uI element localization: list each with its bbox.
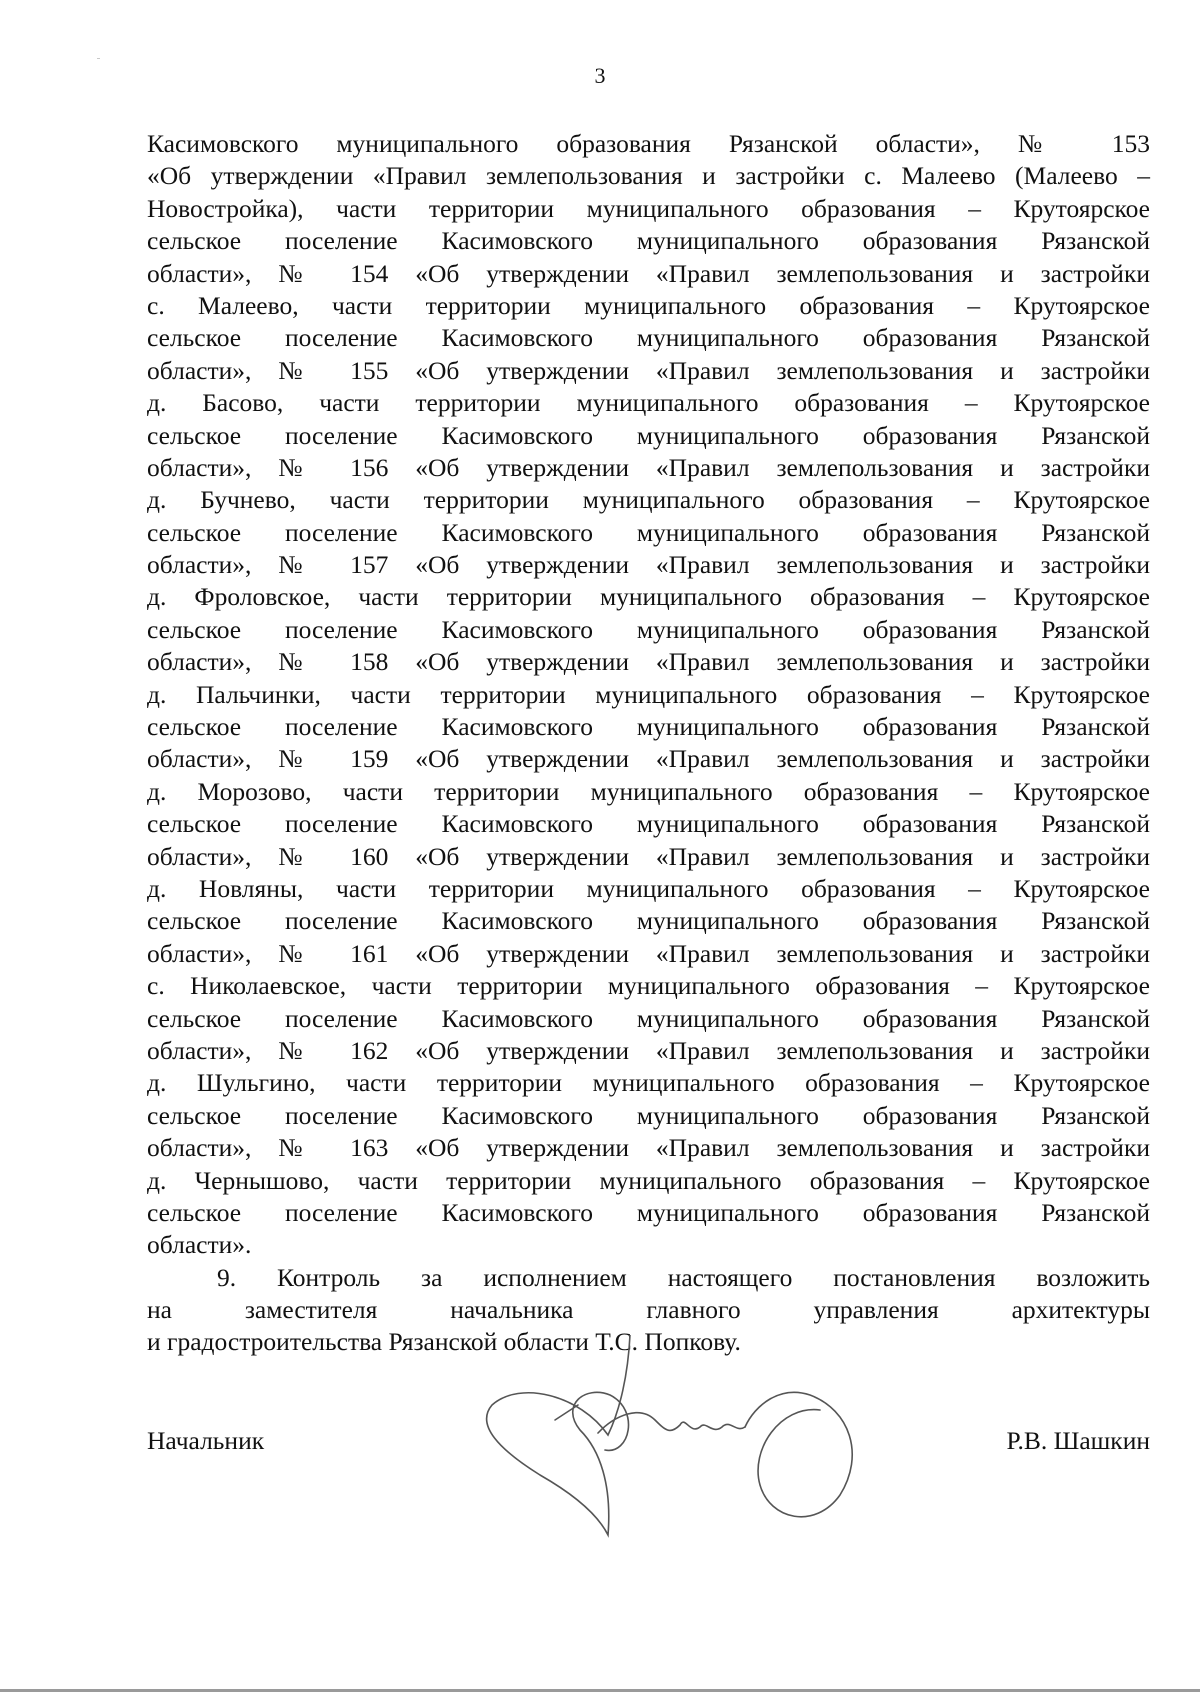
body-line: сельское поселение Касимовского муниципального образования Рязанской bbox=[147, 1197, 1150, 1227]
body-line: д. Бучнево, части территории муниципального образования – Крутоярское bbox=[147, 485, 1150, 515]
body-line: и градостроительства Рязанской области Т.С. Попкову. bbox=[147, 1327, 741, 1357]
body-line: на заместителя начальника главного управления архитектуры bbox=[147, 1295, 1150, 1325]
body-line: д. Фроловское, части территории муниципального образования – Крутоярское bbox=[147, 582, 1150, 612]
body-line: сельское поселение Касимовского муниципального образования Рязанской bbox=[147, 226, 1150, 256]
scan-speck bbox=[97, 58, 100, 59]
body-line: сельское поселение Касимовского муниципального образования Рязанской bbox=[147, 420, 1150, 450]
body-line: сельское поселение Касимовского муниципального образования Рязанской bbox=[147, 517, 1150, 547]
signature-stroke bbox=[555, 1405, 578, 1420]
body-line: Касимовского муниципального образования Рязанской области», № 153 bbox=[147, 129, 1150, 158]
body-line: «Об утверждении «Правил землепользования и застройки с. Малеево (Малеево – bbox=[147, 161, 1150, 191]
body-line: области», № 163 «Об утверждении «Правил землепользования и застройки bbox=[147, 1133, 1150, 1163]
body-line: сельское поселение Касимовского муниципального образования Рязанской bbox=[147, 323, 1150, 353]
signer-name: Р.В. Шашкин bbox=[1006, 1426, 1150, 1455]
body-line: д. Шульгино, части территории муниципального образования – Крутоярское bbox=[147, 1068, 1150, 1098]
body-line: сельское поселение Касимовского муниципального образования Рязанской bbox=[147, 614, 1150, 644]
body-line: сельское поселение Касимовского муниципального образования Рязанской bbox=[147, 1003, 1150, 1033]
page-bottom-edge bbox=[0, 1689, 1200, 1692]
paragraph-9-first-line: 9. Контроль за исполнением настоящего постановления возложить bbox=[217, 1262, 1150, 1292]
position-title: Начальник bbox=[147, 1426, 265, 1455]
signature-stroke bbox=[598, 1413, 745, 1433]
body-line: с. Малеево, части территории муниципального образования – Крутоярское bbox=[147, 290, 1150, 320]
body-line: Новостройка), части территории муниципального образования – Крутоярское bbox=[147, 193, 1150, 223]
body-line: области», № 161 «Об утверждении «Правил землепользования и застройки bbox=[147, 938, 1150, 968]
body-line: сельское поселение Касимовского муниципального образования Рязанской bbox=[147, 1100, 1150, 1130]
body-line: сельское поселение Касимовского муниципального образования Рязанской bbox=[147, 906, 1150, 936]
body-line: области», № 158 «Об утверждении «Правил землепользования и застройки bbox=[147, 647, 1150, 677]
body-line: сельское поселение Касимовского муниципального образования Рязанской bbox=[147, 809, 1150, 839]
body-line: д. Чернышово, части территории муниципального образования – Крутоярское bbox=[147, 1165, 1150, 1195]
signature-stroke bbox=[487, 1335, 630, 1535]
handwritten-signature bbox=[480, 1335, 900, 1545]
body-text bbox=[147, 128, 1150, 1359]
body-line: области», № 160 «Об утверждении «Правил землепользования и застройки bbox=[147, 841, 1150, 871]
body-line: области», № 162 «Об утверждении «Правил землепользования и застройки bbox=[147, 1035, 1150, 1065]
body-line: с. Николаевское, части территории муниципального образования – Крутоярское bbox=[147, 971, 1150, 1001]
body-line: д. Пальчинки, части территории муниципального образования – Крутоярское bbox=[147, 679, 1150, 709]
page-number: 3 bbox=[594, 63, 606, 88]
body-line: области», № 154 «Об утверждении «Правил землепользования и застройки bbox=[147, 258, 1150, 288]
body-line: области», № 157 «Об утверждении «Правил землепользования и застройки bbox=[147, 550, 1150, 580]
body-line: д. Морозово, части территории муниципального образования – Крутоярское bbox=[147, 776, 1150, 806]
body-line: сельское поселение Касимовского муниципального образования Рязанской bbox=[147, 712, 1150, 742]
body-line: области», № 159 «Об утверждении «Правил землепользования и застройки bbox=[147, 744, 1150, 774]
body-line: области», № 155 «Об утверждении «Правил землепользования и застройки bbox=[147, 355, 1150, 385]
body-line: д. Басово, части территории муниципального образования – Крутоярское bbox=[147, 388, 1150, 418]
body-line: области», № 156 «Об утверждении «Правил землепользования и застройки bbox=[147, 452, 1150, 482]
signature-stroke bbox=[745, 1392, 852, 1516]
body-line: области». bbox=[147, 1230, 252, 1260]
body-line: д. Новляны, части территории муниципального образования – Крутоярское bbox=[147, 873, 1150, 903]
